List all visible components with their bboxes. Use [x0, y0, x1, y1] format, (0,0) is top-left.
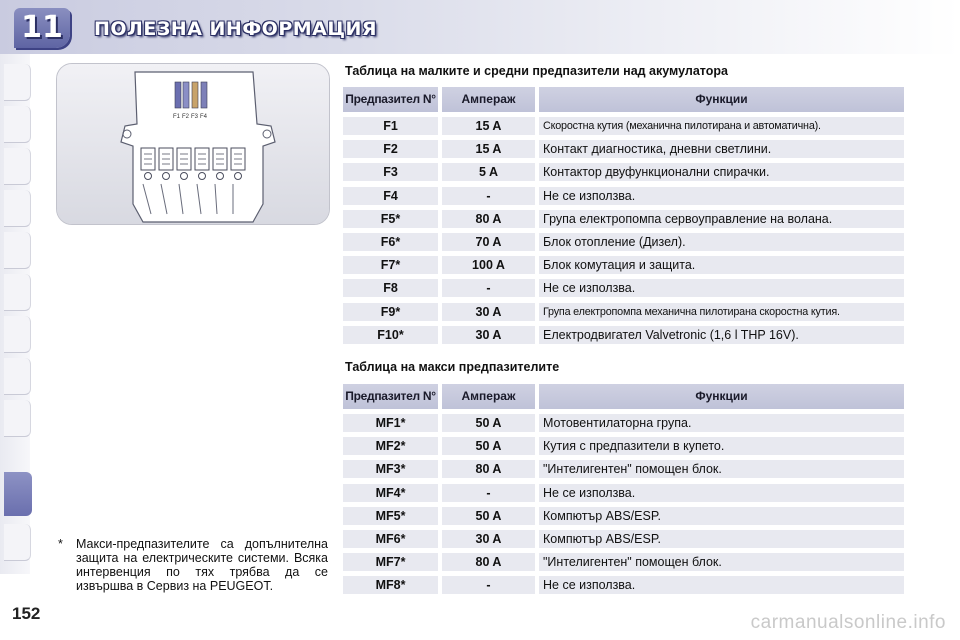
- chapter-tab[interactable]: [14, 8, 70, 48]
- page-number: 152: [12, 604, 41, 623]
- amperage-cell: 80 A: [442, 460, 535, 478]
- function-cell: Контактор двуфункционални спирачки.: [539, 163, 904, 181]
- table-row: [343, 324, 904, 347]
- function-cell: Не се използва.: [539, 279, 904, 297]
- page-title: ПОЛЕЗНА ИНФОРМАЦИЯ: [94, 18, 378, 40]
- function-cell: Мотовентилаторна група.: [539, 414, 904, 432]
- table-row: [343, 138, 904, 161]
- table-header-row: [343, 384, 904, 412]
- column-header-functions: Функции: [539, 384, 904, 409]
- table-row: [343, 435, 904, 458]
- table-row: [343, 301, 904, 324]
- fuse-f2-icon: [183, 82, 189, 108]
- fuse-number-cell: F10*: [343, 326, 438, 344]
- amperage-cell: -: [442, 484, 535, 502]
- fuse-number-cell: MF4*: [343, 484, 438, 502]
- fuse-box-illustration: [57, 64, 329, 224]
- maxi-fuses-table: [343, 384, 904, 598]
- fuse-number-cell: MF8*: [343, 576, 438, 594]
- footnote-marker: *: [58, 537, 63, 551]
- amperage-cell: 50 A: [442, 507, 535, 525]
- table-row: [343, 551, 904, 574]
- amperage-cell: 15 A: [442, 140, 535, 158]
- table-row: [343, 115, 904, 138]
- fuse-number-cell: F6*: [343, 233, 438, 251]
- table-row: [343, 458, 904, 481]
- function-cell: Не се използва.: [539, 576, 904, 594]
- small-fuses-table: [343, 87, 904, 347]
- side-tab-active-chapter-11[interactable]: [4, 472, 32, 516]
- maxi-fuses-title: Таблица на макси предпазителите: [345, 360, 560, 374]
- column-header-amperage: Ампераж: [442, 87, 535, 112]
- function-cell: Контакт диагностика, дневни светлини.: [539, 140, 904, 158]
- function-cell: Електродвигател Valvetronic (1,6 l THP 16V).: [539, 326, 904, 344]
- table-row: [343, 231, 904, 254]
- fuse-number-cell: MF3*: [343, 460, 438, 478]
- side-tab[interactable]: [4, 190, 31, 227]
- function-cell: Не се използва.: [539, 187, 904, 205]
- function-cell: Кутия с предпазители в купето.: [539, 437, 904, 455]
- table-row: [343, 208, 904, 231]
- amperage-cell: 50 A: [442, 437, 535, 455]
- footnote: [58, 537, 328, 593]
- fuse-number-cell: MF2*: [343, 437, 438, 455]
- fuse-f4-icon: [201, 82, 207, 108]
- function-cell: Не се използва.: [539, 484, 904, 502]
- fuse-number-cell: MF5*: [343, 507, 438, 525]
- fuse-number-cell: F7*: [343, 256, 438, 274]
- amperage-cell: 15 A: [442, 117, 535, 135]
- table-row: [343, 505, 904, 528]
- column-header-fuse: Предпазител N°: [343, 87, 438, 112]
- function-cell: "Интелигентен" помощен блок.: [539, 553, 904, 571]
- amperage-cell: 100 A: [442, 256, 535, 274]
- side-tab[interactable]: [4, 64, 31, 101]
- table-row: [343, 277, 904, 300]
- fuse-number-cell: F4: [343, 187, 438, 205]
- side-tab[interactable]: [4, 232, 31, 269]
- amperage-cell: 30 A: [442, 303, 535, 321]
- side-tab[interactable]: [4, 148, 31, 185]
- function-cell: Група електропомпа механична пилотирана скоростна кутия.: [539, 303, 904, 321]
- table-row: [343, 574, 904, 597]
- fuse-number-cell: F1: [343, 117, 438, 135]
- function-cell: "Интелигентен" помощен блок.: [539, 460, 904, 478]
- function-cell: Блок отопление (Дизел).: [539, 233, 904, 251]
- footnote-text: Макси-предпазителите са допълнителна защита на електрическите системи. Всяка интервенция по тях трябва да се извършва в Сервиз на PEUGEOT.: [76, 537, 328, 593]
- side-tab-strip: [0, 54, 30, 574]
- fuse-number-cell: F5*: [343, 210, 438, 228]
- fuse-label-f4: F4: [200, 114, 208, 120]
- table-header-row: [343, 87, 904, 115]
- side-tab[interactable]: [4, 524, 31, 561]
- amperage-cell: 80 A: [442, 553, 535, 571]
- fuse-number-cell: MF6*: [343, 530, 438, 548]
- column-header-fuse: Предпазител N°: [343, 384, 438, 409]
- fuse-label-f2: F2: [182, 114, 190, 120]
- amperage-cell: 30 A: [442, 530, 535, 548]
- fuse-number-cell: F9*: [343, 303, 438, 321]
- fuse-number-cell: F2: [343, 140, 438, 158]
- function-cell: Група електропомпа сервоуправление на волана.: [539, 210, 904, 228]
- table-row: [343, 528, 904, 551]
- fuse-label-f3: F3: [191, 114, 199, 120]
- fuse-number-cell: MF1*: [343, 414, 438, 432]
- header-band: [0, 0, 960, 54]
- small-fuses-title: Таблица на малките и средни предпазители над акумулатора: [345, 64, 728, 78]
- side-tab[interactable]: [4, 316, 31, 353]
- table-row: [343, 254, 904, 277]
- side-tab[interactable]: [4, 274, 31, 311]
- amperage-cell: 5 A: [442, 163, 535, 181]
- amperage-cell: 50 A: [442, 414, 535, 432]
- column-header-amperage: Ампераж: [442, 384, 535, 409]
- fuse-number-cell: MF7*: [343, 553, 438, 571]
- fuse-f3-icon: [192, 82, 198, 108]
- amperage-cell: 80 A: [442, 210, 535, 228]
- chapter-number: 11: [21, 10, 63, 45]
- function-cell: Блок комутация и защита.: [539, 256, 904, 274]
- amperage-cell: -: [442, 576, 535, 594]
- fuse-f1-icon: [175, 82, 181, 108]
- amperage-cell: -: [442, 187, 535, 205]
- amperage-cell: 70 A: [442, 233, 535, 251]
- side-tab[interactable]: [4, 400, 31, 437]
- table-row: [343, 161, 904, 184]
- column-header-functions: Функции: [539, 87, 904, 112]
- amperage-cell: -: [442, 279, 535, 297]
- side-tab[interactable]: [4, 106, 31, 143]
- function-cell: Компютър ABS/ESP.: [539, 507, 904, 525]
- fuse-number-cell: F8: [343, 279, 438, 297]
- table-row: [343, 185, 904, 208]
- amperage-cell: 30 A: [442, 326, 535, 344]
- table-row: [343, 482, 904, 505]
- side-tab[interactable]: [4, 358, 31, 395]
- fuse-label-f1: F1: [173, 114, 181, 120]
- fuse-box-diagram: [56, 63, 330, 225]
- watermark: carmanualsonline.info: [750, 612, 946, 633]
- function-cell: Скоростна кутия (механична пилотирана и автоматична).: [539, 117, 904, 135]
- function-cell: Компютър ABS/ESP.: [539, 530, 904, 548]
- fuse-number-cell: F3: [343, 163, 438, 181]
- table-row: [343, 412, 904, 435]
